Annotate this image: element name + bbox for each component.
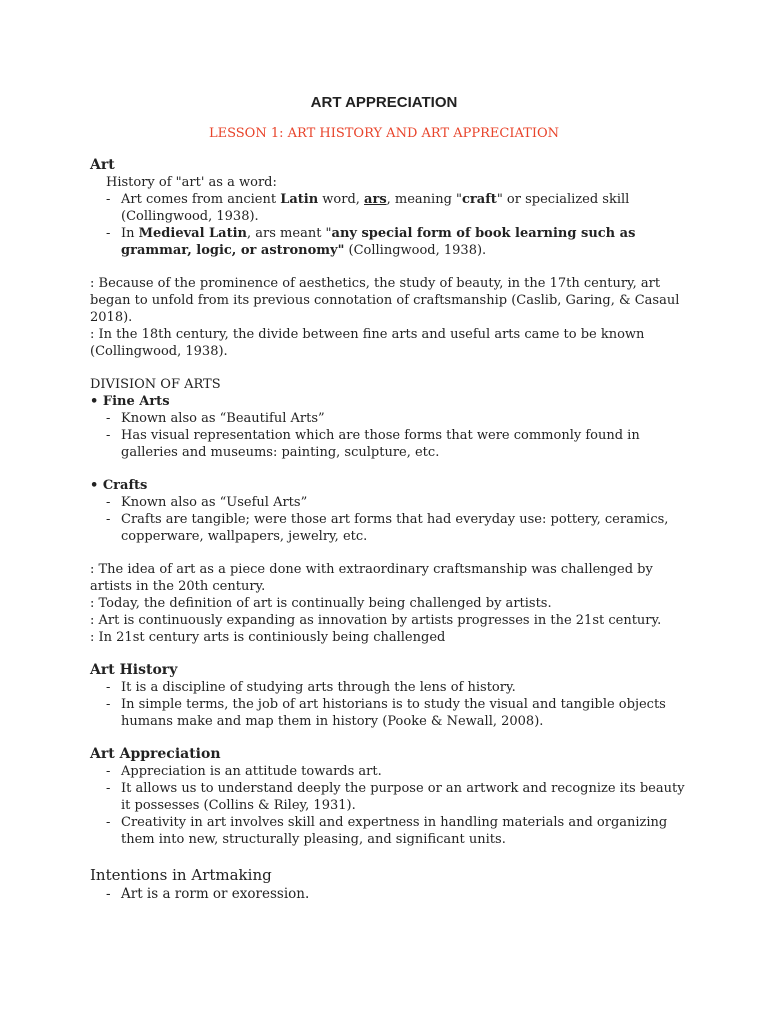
- list-item: - Has visual representation which are those forms that were commonly found in galleries and museums: painting, sculpture, etc.: [104, 427, 690, 461]
- crafts-label: • Crafts: [90, 478, 148, 493]
- document-title: ART APPRECIATION: [310, 94, 458, 111]
- art-history-list: [90, 679, 690, 730]
- text-run: , ars meant ": [247, 226, 332, 241]
- art-appreciation-list: [90, 763, 690, 848]
- text-run: craft: [462, 192, 497, 207]
- list-item: - Known also as “Beautiful Arts”: [104, 410, 690, 427]
- paragraph: : The idea of art as a piece done with extraordinary craftsmanship was challenged by artists in the 20th century.: [90, 562, 653, 594]
- fine-arts-list: [90, 410, 690, 461]
- text-run: word,: [318, 192, 365, 207]
- text-run: Latin: [280, 192, 319, 207]
- list-item: - Known also as “Useful Arts”: [104, 494, 690, 511]
- fine-arts-label: • Fine Arts: [90, 394, 170, 409]
- list-item: - It is a discipline of studying arts through the lens of history.: [104, 679, 690, 696]
- list-item: - Art is a rorm or exoression.: [104, 885, 690, 903]
- art-origin-list: [90, 191, 690, 259]
- list-item: - Creativity in art involves skill and expertness in handling materials and organizing them into new, structurally pleasing, and significant units.: [104, 814, 690, 848]
- section-heading-intentions: Intentions in Artmaking: [90, 866, 272, 884]
- paragraph: : Today, the definition of art is continually being challenged by artists.: [90, 596, 552, 611]
- text-run: Art comes from ancient: [121, 192, 281, 207]
- list-item: [104, 191, 690, 225]
- paragraph: : Because of the prominence of aesthetics, the study of beauty, in the 17th century, art began to unfold from its previous connotation of craftsmanship (Caslib, Garing, & Casaul 2018).: [90, 276, 680, 325]
- paragraph: : In 21st century arts is continiously being challenged: [90, 630, 446, 645]
- lesson-title: LESSON 1: ART HISTORY AND ART APPRECIATION: [208, 126, 560, 141]
- crafts-list: [90, 494, 690, 545]
- list-item: - It allows us to understand deeply the purpose or an artwork and recognize its beauty it possesses (Collins & Riley, 1931).: [104, 780, 690, 814]
- text-run: Medieval Latin: [138, 226, 248, 241]
- list-item: - In simple terms, the job of art historians is to study the visual and tangible objects humans make and map them in history (Pooke & Newall, 2008).: [104, 696, 690, 730]
- paragraph: : Art is continuously expanding as innovation by artists progresses in the 21st century.: [90, 613, 662, 628]
- section-heading-art-history: Art History: [90, 662, 178, 678]
- section-heading-art-appreciation: Art Appreciation: [90, 746, 221, 762]
- division-heading: DIVISION OF ARTS: [90, 377, 221, 392]
- text-run: ars: [364, 192, 387, 207]
- text-run: , meaning ": [386, 192, 463, 207]
- document-body: [90, 157, 690, 903]
- intentions-list: [90, 885, 690, 903]
- list-item: [104, 225, 690, 259]
- paragraph: : In the 18th century, the divide between fine arts and useful arts came to be known (Collingwood, 1938).: [90, 327, 645, 359]
- text-run: (Collingwood, 1938).: [344, 243, 487, 258]
- section-heading-art: Art: [90, 157, 115, 173]
- history-intro: History of "art' as a word:: [106, 175, 277, 190]
- list-item: - Crafts are tangible; were those art forms that had everyday use: pottery, ceramics, copperware, wallpapers, jewelry, etc.: [104, 511, 690, 545]
- text-run: any special form of book learning such as grammar, logic, or astronomy": [121, 226, 636, 258]
- text-run: " or specialized skill (Collingwood, 1938).: [121, 192, 630, 224]
- text-run: In: [121, 226, 139, 241]
- list-item: - Appreciation is an attitude towards art.: [104, 763, 690, 780]
